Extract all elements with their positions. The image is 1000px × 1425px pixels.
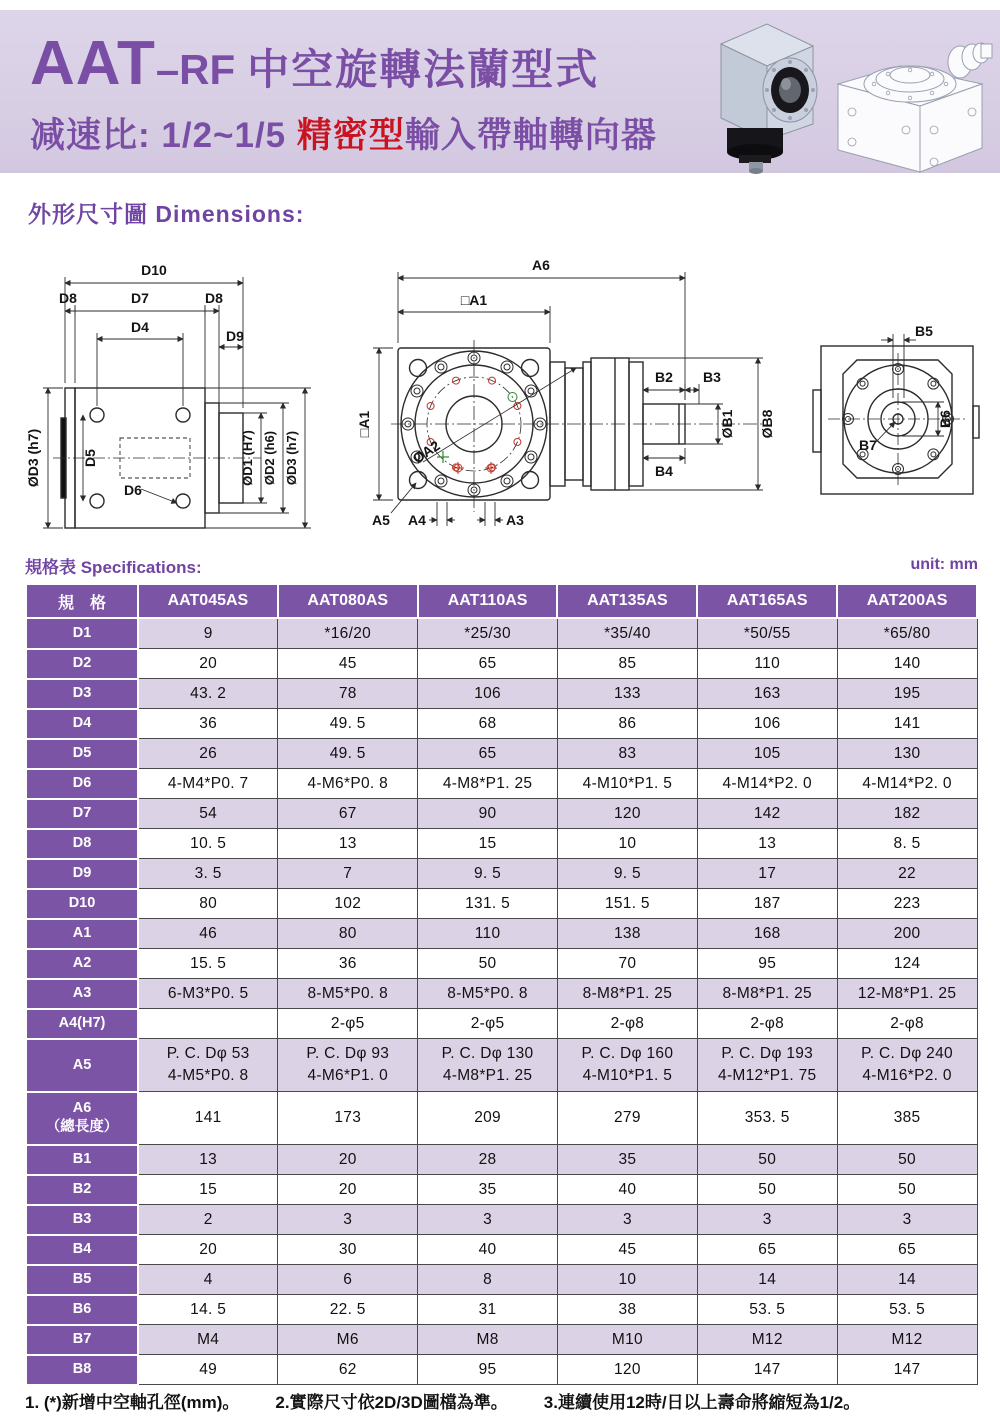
row-label: A1 xyxy=(26,919,138,949)
spec-cell: 15. 5 xyxy=(138,949,278,979)
spec-row-B8 xyxy=(26,1355,977,1385)
spec-cell: 130 xyxy=(837,739,977,769)
header-band xyxy=(0,10,1000,173)
spec-cell: 15 xyxy=(138,1175,278,1205)
row-label: D5 xyxy=(26,739,138,769)
subtitle-rest: 輸入帶軸轉向器 xyxy=(404,116,657,155)
spec-cell: 12-M8*P1. 25 xyxy=(837,979,977,1009)
dim-label-a1-top: □A1 xyxy=(460,292,488,308)
dim-label-a6: A6 xyxy=(532,257,550,273)
spec-cell: 50 xyxy=(837,1175,977,1205)
spec-cell: 10 xyxy=(557,829,697,859)
spec-cell: 4-M10*P1. 5 xyxy=(557,769,697,799)
spec-cell: 4-M14*P2. 0 xyxy=(837,769,977,799)
spec-cell: 22 xyxy=(837,859,977,889)
drawing-rear-view xyxy=(786,298,996,553)
col-header-model: AAT200AS xyxy=(837,584,977,618)
row-label: A6 （總長度） xyxy=(26,1092,138,1145)
row-label: B2 xyxy=(26,1175,138,1205)
row-label: B3 xyxy=(26,1205,138,1235)
spec-cell: 6 xyxy=(278,1265,418,1295)
row-label: A5 xyxy=(26,1039,138,1092)
spec-cell: 3 xyxy=(557,1205,697,1235)
spec-cell: M4 xyxy=(138,1325,278,1355)
spec-cell: 45 xyxy=(278,649,418,679)
dim-label-ob1: ØB1 xyxy=(719,409,735,439)
spec-cell: 353. 5 xyxy=(697,1092,837,1145)
spec-cell: 26 xyxy=(138,739,278,769)
spec-table-header-row xyxy=(26,584,977,618)
spec-cell: 209 xyxy=(418,1092,558,1145)
spec-cell: 38 xyxy=(557,1295,697,1325)
spec-cell: 223 xyxy=(837,889,977,919)
row-label: B4 xyxy=(26,1235,138,1265)
spec-cell: 105 xyxy=(697,739,837,769)
row-label: B6 xyxy=(26,1295,138,1325)
drawing-front-view xyxy=(333,250,791,555)
spec-cell: 110 xyxy=(697,649,837,679)
col-header-model: AAT080AS xyxy=(278,584,418,618)
spec-cell: 46 xyxy=(138,919,278,949)
spec-row-B6 xyxy=(26,1295,977,1325)
spec-cell: 8-M8*P1. 25 xyxy=(557,979,697,1009)
spec-cell: 8. 5 xyxy=(837,829,977,859)
spec-cell: 80 xyxy=(138,889,278,919)
spec-cell: 17 xyxy=(697,859,837,889)
spec-cell: 138 xyxy=(557,919,697,949)
spec-cell: P. C. Dφ 53 4-M5*P0. 8 xyxy=(138,1039,278,1092)
spec-cell: 2-φ8 xyxy=(837,1009,977,1039)
spec-cell: 141 xyxy=(837,709,977,739)
dim-label-b2: B2 xyxy=(655,369,673,385)
spec-cell: *25/30 xyxy=(418,618,558,649)
spec-cell: *65/80 xyxy=(837,618,977,649)
spec-row-A1 xyxy=(26,919,977,949)
dim-label-d6: D6 xyxy=(124,482,142,498)
spec-cell: 13 xyxy=(278,829,418,859)
row-label: D4 xyxy=(26,709,138,739)
spec-cell: 8 xyxy=(418,1265,558,1295)
spec-cell: 131. 5 xyxy=(418,889,558,919)
spec-cell: 2 xyxy=(138,1205,278,1235)
spec-cell: M12 xyxy=(697,1325,837,1355)
dim-label-ob8: ØB8 xyxy=(759,409,775,439)
unit-label: unit: mm xyxy=(910,556,978,573)
spec-cell: *16/20 xyxy=(278,618,418,649)
spec-cell: 14. 5 xyxy=(138,1295,278,1325)
spec-cell: 142 xyxy=(697,799,837,829)
footnote-3: 3.連續使用12時/日以上壽命將縮短為1/2。 xyxy=(543,1393,861,1412)
dim-label-d9: D9 xyxy=(226,328,244,344)
spec-cell: 13 xyxy=(138,1145,278,1175)
spec-cell: 110 xyxy=(418,919,558,949)
spec-cell: 85 xyxy=(557,649,697,679)
row-label: A2 xyxy=(26,949,138,979)
spec-cell: 3. 5 xyxy=(138,859,278,889)
dim-label-a4: A4 xyxy=(408,512,426,528)
footnote-2: 2.實際尺寸依2D/3D圖檔為準。 xyxy=(275,1393,508,1412)
spec-row-D1 xyxy=(26,618,977,649)
dim-label-b6: B6 xyxy=(937,410,953,428)
spec-cell: 15 xyxy=(418,829,558,859)
spec-row-D6 xyxy=(26,769,977,799)
spec-cell: 70 xyxy=(557,949,697,979)
title-main: AAT xyxy=(30,29,156,98)
spec-table-body xyxy=(26,618,977,1385)
spec-cell: 67 xyxy=(278,799,418,829)
spec-cell: 45 xyxy=(557,1235,697,1265)
spec-cell: 120 xyxy=(557,1355,697,1385)
spec-row-A6 xyxy=(26,1092,977,1145)
row-label: B1 xyxy=(26,1145,138,1175)
spec-cell: 2-φ5 xyxy=(278,1009,418,1039)
dim-label-od1: ØD1 (H7) xyxy=(240,430,255,486)
spec-cell: 3 xyxy=(837,1205,977,1235)
spec-cell: 4 xyxy=(138,1265,278,1295)
row-label: B8 xyxy=(26,1355,138,1385)
spec-cell: 65 xyxy=(837,1235,977,1265)
spec-cell: 35 xyxy=(418,1175,558,1205)
spec-cell: 40 xyxy=(418,1235,558,1265)
row-label: D1 xyxy=(26,618,138,649)
dim-label-a1-left: □A1 xyxy=(356,410,372,438)
dim-label-od3-right: ØD3 (h7) xyxy=(284,430,299,486)
spec-cell: 10 xyxy=(557,1265,697,1295)
spec-cell: 50 xyxy=(697,1175,837,1205)
spec-row-D2 xyxy=(26,649,977,679)
spec-cell: 279 xyxy=(557,1092,697,1145)
spec-cell: 50 xyxy=(418,949,558,979)
row-label: B7 xyxy=(26,1325,138,1355)
spec-row-D8 xyxy=(26,829,977,859)
spec-cell: 20 xyxy=(138,1235,278,1265)
spec-cell: 9. 5 xyxy=(557,859,697,889)
spec-cell: 65 xyxy=(697,1235,837,1265)
spec-cell: 9 xyxy=(138,618,278,649)
dim-label-d8-left: D8 xyxy=(59,290,77,306)
spec-row-D7 xyxy=(26,799,977,829)
row-label: D3 xyxy=(26,679,138,709)
spec-cell: 4-M6*P0. 8 xyxy=(278,769,418,799)
spec-cell: 2-φ8 xyxy=(697,1009,837,1039)
spec-row-D3 xyxy=(26,679,977,709)
spec-cell: 53. 5 xyxy=(697,1295,837,1325)
spec-cell: 68 xyxy=(418,709,558,739)
dim-label-d5: D5 xyxy=(82,449,98,467)
footnote-1: 1. (*)新增中空軸孔徑(mm)。 xyxy=(25,1393,240,1412)
col-header-model: AAT110AS xyxy=(418,584,558,618)
dim-label-b7: B7 xyxy=(859,437,877,453)
spec-cell: 20 xyxy=(138,649,278,679)
spec-cell: P. C. Dφ 160 4-M10*P1. 5 xyxy=(557,1039,697,1092)
spec-row-A4(H7) xyxy=(26,1009,977,1039)
page-title xyxy=(30,28,599,99)
row-label: D2 xyxy=(26,649,138,679)
spec-cell: 8-M8*P1. 25 xyxy=(697,979,837,1009)
spec-cell: 90 xyxy=(418,799,558,829)
subtitle-precision: 精密型 xyxy=(296,116,405,155)
footnotes xyxy=(25,1388,896,1413)
spec-cell: 163 xyxy=(697,679,837,709)
spec-cell: 187 xyxy=(697,889,837,919)
title-chinese: 中空旋轉法蘭型式 xyxy=(247,46,600,93)
spec-cell: 50 xyxy=(697,1145,837,1175)
spec-cell: 36 xyxy=(278,949,418,979)
product-render-shaded xyxy=(697,12,821,174)
spec-cell: *50/55 xyxy=(697,618,837,649)
spec-row-B7 xyxy=(26,1325,977,1355)
dim-label-b4: B4 xyxy=(655,463,673,479)
row-label: A3 xyxy=(26,979,138,1009)
spec-cell: 6-M3*P0. 5 xyxy=(138,979,278,1009)
spec-cell: 195 xyxy=(837,679,977,709)
spec-cell: 28 xyxy=(418,1145,558,1175)
product-render-lineart xyxy=(822,22,996,174)
spec-cell: 49 xyxy=(138,1355,278,1385)
spec-cell: 31 xyxy=(418,1295,558,1325)
drawing-side-view xyxy=(15,253,333,548)
spec-cell: 14 xyxy=(837,1265,977,1295)
spec-cell: 147 xyxy=(697,1355,837,1385)
spec-cell: 78 xyxy=(278,679,418,709)
spec-cell: 8-M5*P0. 8 xyxy=(278,979,418,1009)
spec-cell: 3 xyxy=(278,1205,418,1235)
spec-row-B4 xyxy=(26,1235,977,1265)
dim-label-oa2: ØA2 xyxy=(409,437,443,467)
spec-cell: 86 xyxy=(557,709,697,739)
col-header-model: AAT135AS xyxy=(557,584,697,618)
spec-cell: 83 xyxy=(557,739,697,769)
col-header-spec: 規 格 xyxy=(26,584,138,618)
row-label: D10 xyxy=(26,889,138,919)
spec-cell: 151. 5 xyxy=(557,889,697,919)
spec-row-D10 xyxy=(26,889,977,919)
spec-cell: 168 xyxy=(697,919,837,949)
spec-cell: 4-M4*P0. 7 xyxy=(138,769,278,799)
row-label: A4(H7) xyxy=(26,1009,138,1039)
spec-cell: 8-M5*P0. 8 xyxy=(418,979,558,1009)
spec-cell: P. C. Dφ 240 4-M16*P2. 0 xyxy=(837,1039,977,1092)
spec-cell: 80 xyxy=(278,919,418,949)
spec-cell: M12 xyxy=(837,1325,977,1355)
dim-label-od3-left: ØD3 (h7) xyxy=(25,428,41,488)
row-label: D9 xyxy=(26,859,138,889)
spec-cell: 140 xyxy=(837,649,977,679)
dim-label-od2: ØD2 (h6) xyxy=(262,430,277,486)
row-label: D6 xyxy=(26,769,138,799)
spec-cell: 120 xyxy=(557,799,697,829)
spec-cell: 106 xyxy=(418,679,558,709)
spec-row-A2 xyxy=(26,949,977,979)
spec-cell: 147 xyxy=(837,1355,977,1385)
spec-row-A3 xyxy=(26,979,977,1009)
spec-cell: P. C. Dφ 130 4-M8*P1. 25 xyxy=(418,1039,558,1092)
spec-cell: 20 xyxy=(278,1145,418,1175)
spec-row-B3 xyxy=(26,1205,977,1235)
spec-cell xyxy=(138,1009,278,1039)
col-header-model: AAT165AS xyxy=(697,584,837,618)
title-suffix: –RF xyxy=(155,46,236,93)
spec-row-B2 xyxy=(26,1175,977,1205)
row-label: D8 xyxy=(26,829,138,859)
dim-label-d10: D10 xyxy=(141,262,167,278)
dim-label-a5: A5 xyxy=(372,512,390,528)
spec-cell: 53. 5 xyxy=(837,1295,977,1325)
spec-cell: M6 xyxy=(278,1325,418,1355)
row-label: B5 xyxy=(26,1265,138,1295)
dim-label-d7: D7 xyxy=(131,290,149,306)
spec-cell: 133 xyxy=(557,679,697,709)
page-subtitle xyxy=(30,108,657,158)
spec-cell: 62 xyxy=(278,1355,418,1385)
spec-row-D5 xyxy=(26,739,977,769)
spec-cell: 35 xyxy=(557,1145,697,1175)
row-label: D7 xyxy=(26,799,138,829)
spec-cell: 40 xyxy=(557,1175,697,1205)
spec-cell: M10 xyxy=(557,1325,697,1355)
spec-cell: *35/40 xyxy=(557,618,697,649)
spec-cell: 20 xyxy=(278,1175,418,1205)
spec-cell: 43. 2 xyxy=(138,679,278,709)
dimensions-heading: 外形尺寸圖 Dimensions: xyxy=(28,201,305,227)
spec-row-A5 xyxy=(26,1039,977,1092)
spec-cell: 54 xyxy=(138,799,278,829)
spec-cell: 3 xyxy=(418,1205,558,1235)
spec-cell: 4-M8*P1. 25 xyxy=(418,769,558,799)
spec-row-B5 xyxy=(26,1265,977,1295)
spec-cell: 7 xyxy=(278,859,418,889)
spec-cell: 102 xyxy=(278,889,418,919)
spec-cell: 200 xyxy=(837,919,977,949)
spec-cell: 124 xyxy=(837,949,977,979)
col-header-model: AAT045AS xyxy=(138,584,278,618)
spec-cell: 2-φ5 xyxy=(418,1009,558,1039)
spec-cell: 4-M14*P2. 0 xyxy=(697,769,837,799)
spec-cell: 30 xyxy=(278,1235,418,1265)
dim-label-b3: B3 xyxy=(703,369,721,385)
spec-cell: 106 xyxy=(697,709,837,739)
spec-cell: 65 xyxy=(418,649,558,679)
spec-cell: P. C. Dφ 193 4-M12*P1. 75 xyxy=(697,1039,837,1092)
spec-cell: 36 xyxy=(138,709,278,739)
spec-cell: 65 xyxy=(418,739,558,769)
spec-cell: 10. 5 xyxy=(138,829,278,859)
spec-cell: 141 xyxy=(138,1092,278,1145)
spec-cell: P. C. Dφ 93 4-M6*P1. 0 xyxy=(278,1039,418,1092)
spec-cell: 95 xyxy=(418,1355,558,1385)
dim-label-d8-right: D8 xyxy=(205,290,223,306)
spec-table xyxy=(25,583,978,1386)
spec-cell: 3 xyxy=(697,1205,837,1235)
dim-label-b5: B5 xyxy=(915,323,933,339)
spec-cell: M8 xyxy=(418,1325,558,1355)
spec-cell: 182 xyxy=(837,799,977,829)
spec-cell: 49. 5 xyxy=(278,709,418,739)
spec-cell: 9. 5 xyxy=(418,859,558,889)
spec-cell: 14 xyxy=(697,1265,837,1295)
spec-row-D9 xyxy=(26,859,977,889)
spec-cell: 95 xyxy=(697,949,837,979)
spec-cell: 50 xyxy=(837,1145,977,1175)
spec-cell: 385 xyxy=(837,1092,977,1145)
spec-cell: 2-φ8 xyxy=(557,1009,697,1039)
spec-row-D4 xyxy=(26,709,977,739)
spec-cell: 22. 5 xyxy=(278,1295,418,1325)
spec-heading: 規格表 Specifications: xyxy=(25,558,202,577)
dim-label-d4: D4 xyxy=(131,319,149,335)
spec-cell: 173 xyxy=(278,1092,418,1145)
spec-cell: 49. 5 xyxy=(278,739,418,769)
spec-cell: 13 xyxy=(697,829,837,859)
dim-label-a3: A3 xyxy=(506,512,524,528)
subtitle-ratio: 减速比: 1/2~1/5 xyxy=(30,116,287,155)
spec-row-B1 xyxy=(26,1145,977,1175)
